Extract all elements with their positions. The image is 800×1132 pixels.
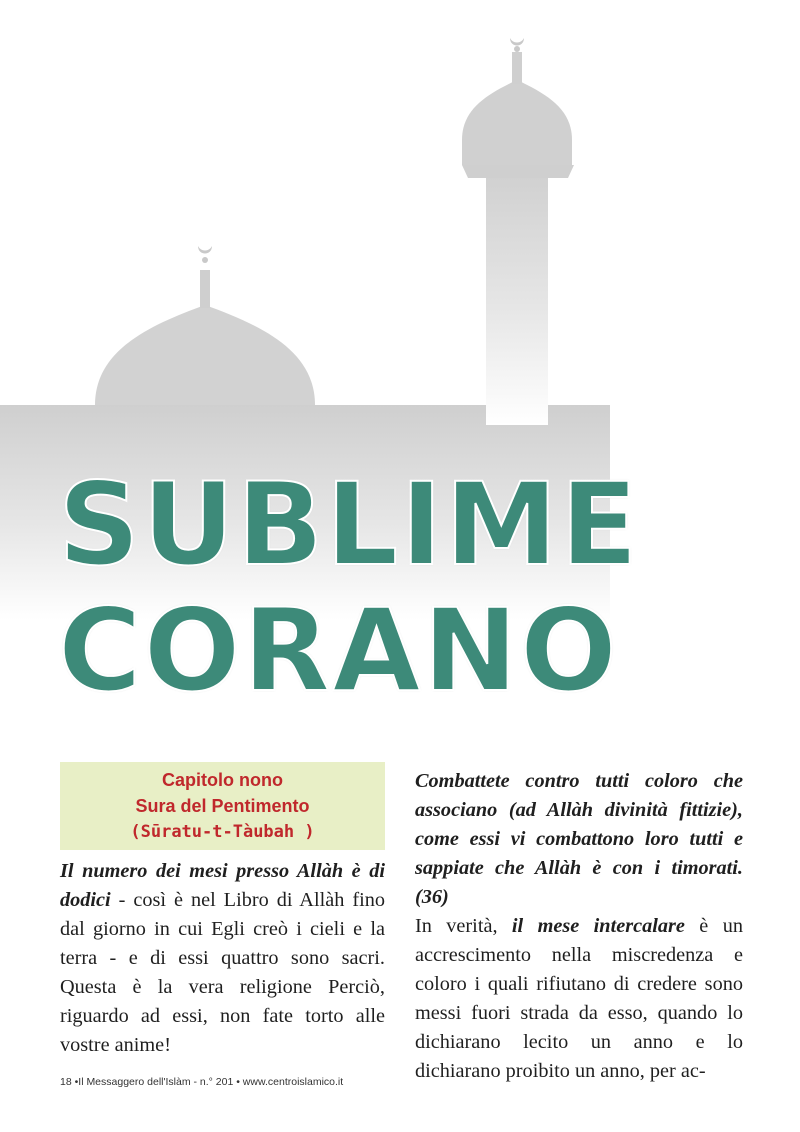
commentary-paragraph	[415, 912, 743, 1086]
right-column-text	[415, 767, 743, 1086]
body-text: - così è nel Libro di Allàh fino dal giorno in cui Egli creò i cieli e la terra - e di essi quattro sono sacri. Questa è la vera religione Perciò, riguardo ad essi, non fate torto alle vostre anime!	[60, 889, 385, 1056]
emphasized-phrase: il mese intercalare	[511, 915, 685, 937]
body-text: In verità,	[415, 915, 512, 937]
page-title	[58, 458, 640, 717]
chapter-number: Capitolo nono	[162, 770, 283, 790]
title-line-1: SUBLIME	[58, 458, 640, 591]
left-column-text	[60, 857, 385, 1060]
sura-name: Sura del Pentimento	[135, 796, 310, 816]
emphasized-phrase: Il numero dei mesi presso Allàh è di dodici	[60, 860, 385, 911]
chapter-heading-box	[60, 762, 385, 850]
crescent-finial-icon	[510, 38, 524, 52]
sura-transliteration: (Sūratu-t-Tàubah )	[130, 822, 315, 842]
body-text: è un accrescimento nella miscredenza e coloro i quali rifiutano di credere sono messi fuori strada da esso, quando lo dichiarano lecito un anno e lo dichiarano proibito un anno, per ac-	[415, 915, 743, 1082]
crescent-finial-icon	[198, 246, 212, 263]
verse-text: Combattete contro tutti coloro che associano (ad Allàh divinità fittizie), come essi vi combattono loro tutti e sappiate che Allàh è con i timorati. (36)	[415, 770, 743, 908]
title-line-2: CORANO	[58, 584, 619, 717]
page-footer: 18 •Il Messaggero dell'Islàm - n.° 201 • www.centroislamico.it	[60, 1076, 344, 1088]
